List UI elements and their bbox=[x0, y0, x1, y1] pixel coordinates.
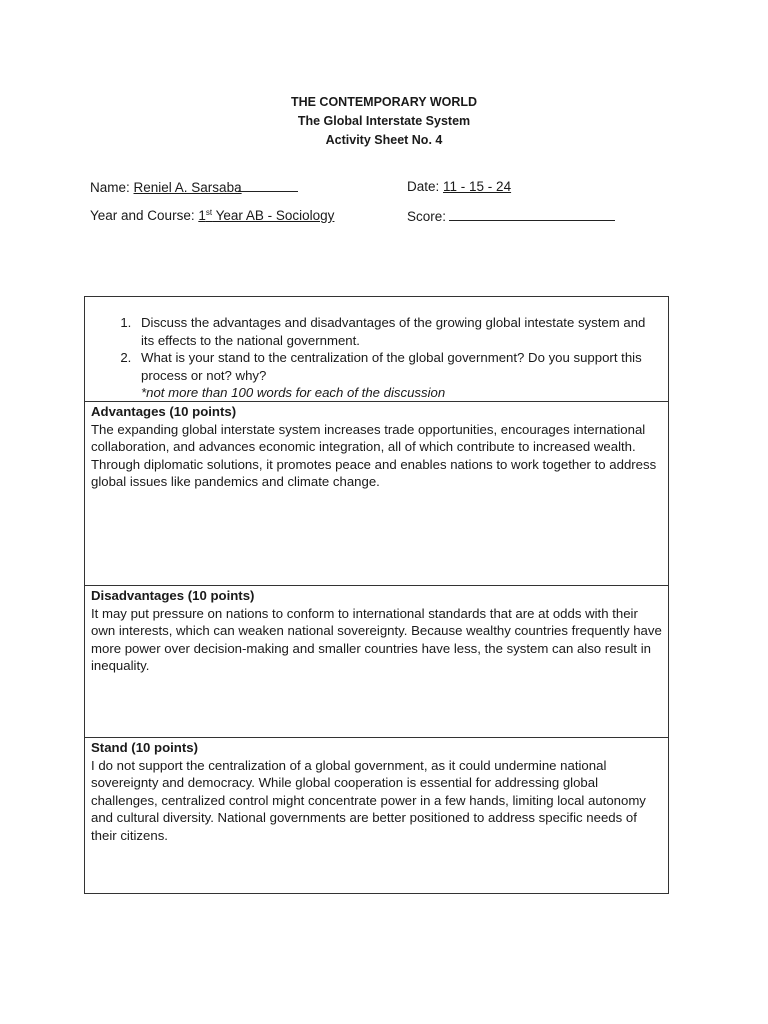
disadvantages-cell bbox=[85, 586, 668, 738]
disadvantages-answer: It may put pressure on nations to conform to international standards that are at odds with their own interests, which can weaken national sovereignty. Because wealthy countries frequently have more power over decision-making and smaller countries have less, the system can also result in inequality. bbox=[91, 605, 662, 674]
course-year-number: 1 bbox=[198, 208, 206, 223]
advantages-cell bbox=[85, 402, 668, 586]
date-label: Date: bbox=[407, 179, 444, 194]
score-blank bbox=[449, 208, 615, 221]
course-field bbox=[90, 208, 334, 223]
name-value: Reniel A. Sarsaba bbox=[133, 180, 242, 195]
name-field bbox=[90, 179, 298, 195]
advantages-answer: The expanding global interstate system increases trade opportunities, encourages international collaboration, and advances economic integration, all of which contribute to increased wealth. Through diplomatic solutions, it promotes peace and enables nations to work together to address global issues like pandemics and climate change. bbox=[91, 421, 657, 490]
stand-title: Stand (10 points) bbox=[91, 740, 198, 755]
score-label: Score: bbox=[407, 209, 447, 224]
date-field bbox=[407, 179, 511, 194]
questions-list bbox=[91, 314, 662, 384]
activity-title: Activity Sheet No. 4 bbox=[325, 133, 443, 147]
course-value bbox=[198, 208, 334, 223]
course-year-suffix: st bbox=[205, 208, 213, 217]
question-1: 1. Discuss the advantages and disadvantages of the growing global intestate system and its effects to the national government. bbox=[135, 314, 662, 349]
score-field bbox=[407, 208, 615, 224]
course-year-rest: Year AB - Sociology bbox=[212, 208, 335, 223]
disadvantages-title: Disadvantages (10 points) bbox=[91, 588, 255, 603]
word-limit-note: *not more than 100 words for each of the discussion bbox=[141, 385, 446, 401]
date-value: 11 - 15 - 24 bbox=[443, 179, 512, 194]
name-label: Name: bbox=[90, 180, 134, 195]
name-underline bbox=[238, 179, 298, 192]
advantages-title: Advantages (10 points) bbox=[91, 404, 237, 419]
stand-answer: I do not support the centralization of a global government, as it could undermine national sovereignty and democracy. While global cooperation is essential for addressing global challenges, centralized control might concentrate power in a few hands, limiting local autonomy and cultural diversity. National governments are better positioned to address specific needs of their citizens. bbox=[91, 757, 646, 843]
stand-cell bbox=[85, 738, 668, 893]
course-title: THE CONTEMPORARY WORLD bbox=[290, 95, 478, 109]
activity-table bbox=[84, 296, 669, 894]
document-header bbox=[0, 93, 768, 150]
course-label: Year and Course: bbox=[90, 208, 199, 223]
question-2: 2. What is your stand to the centralization of the global government? Do you support this process or not? why? bbox=[135, 349, 662, 384]
topic-title: The Global Interstate System bbox=[297, 114, 471, 128]
questions-cell bbox=[85, 297, 668, 402]
